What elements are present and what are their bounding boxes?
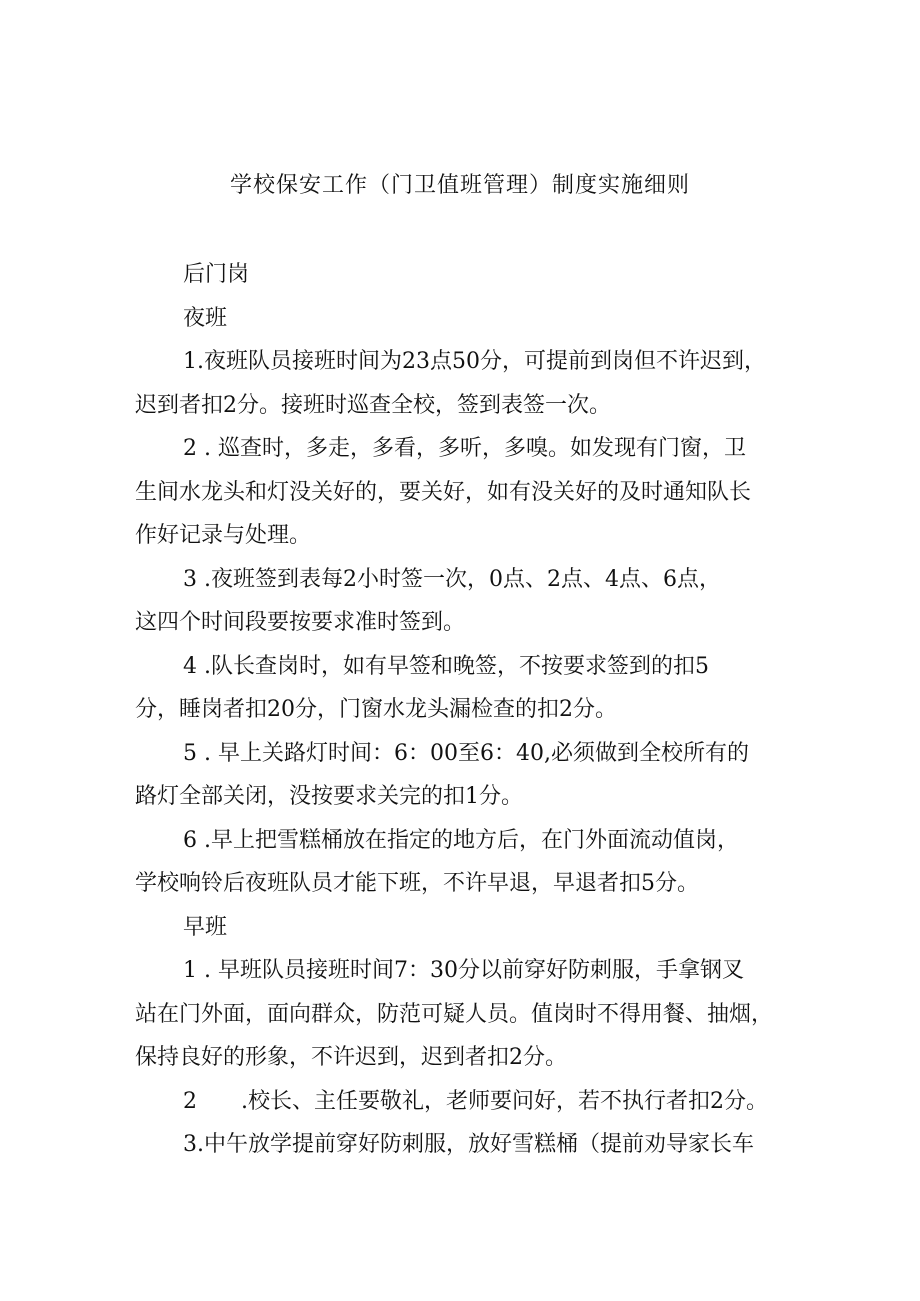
paragraph-line: 保持良好的形象，不许迟到，迟到者扣2分。: [135, 1045, 567, 1070]
section-heading-back-gate: 后门岗: [183, 262, 250, 287]
paragraph-line: 作好记录与处理。: [135, 523, 312, 548]
paragraph-line: 4 .队长查岗时，如有早签和晚签，不按要求签到的扣5: [183, 654, 709, 679]
paragraph-line: 1 . 早班队员接班时间7：30分以前穿好防刺服，手拿钢叉: [183, 958, 744, 983]
paragraph-line: 迟到者扣2分。接班时巡查全校，签到表签一次。: [135, 393, 611, 418]
document-title: 学校保安工作（门卫值班管理）制度实施细则: [229, 173, 690, 198]
paragraph-line: 生间水龙头和灯没关好的，要关好，如有没关好的及时通知队长: [135, 480, 752, 505]
section-heading-night-shift: 夜班: [183, 306, 228, 331]
paragraph-line: 6 .早上把雪糕桶放在指定的地方后，在门外面流动值岗，: [183, 828, 739, 853]
paragraph-line: 5 . 早上关路灯时间：6：00至6：40,必须做到全校所有的: [183, 741, 749, 766]
paragraph-line: 这四个时间段要按要求准时签到。: [135, 610, 466, 635]
paragraph-line: 2 . 巡查时，多走，多看，多听，多嗅。如发现有门窗，卫: [183, 436, 746, 461]
paragraph-line: 路灯全部关闭，没按要求关完的扣1分。: [135, 784, 523, 809]
section-heading-morning-shift: 早班: [183, 915, 228, 940]
paragraph-line: 分，睡岗者扣20分，门窗水龙头漏检查的扣2分。: [135, 697, 617, 722]
paragraph-line: 站在门外面，面向群众，防范可疑人员。值岗时不得用餐、抽烟，: [135, 1002, 774, 1027]
paragraph-line: 3.中午放学提前穿好防刺服，放好雪糕桶（提前劝导家长车: [183, 1132, 754, 1157]
paragraph-line: 1.夜班队员接班时间为23点50分，可提前到岗但不许迟到，: [183, 349, 766, 374]
paragraph-line: 3 .夜班签到表每2小时签一次，0点、2点、4点、6点，: [183, 567, 721, 592]
paragraph-line: 学校响铃后夜班队员才能下班，不许早退，早退者扣5分。: [135, 871, 699, 896]
paragraph-line: 2 .校长、主任要敬礼，老师要问好，若不执行者扣2分。: [183, 1089, 768, 1114]
